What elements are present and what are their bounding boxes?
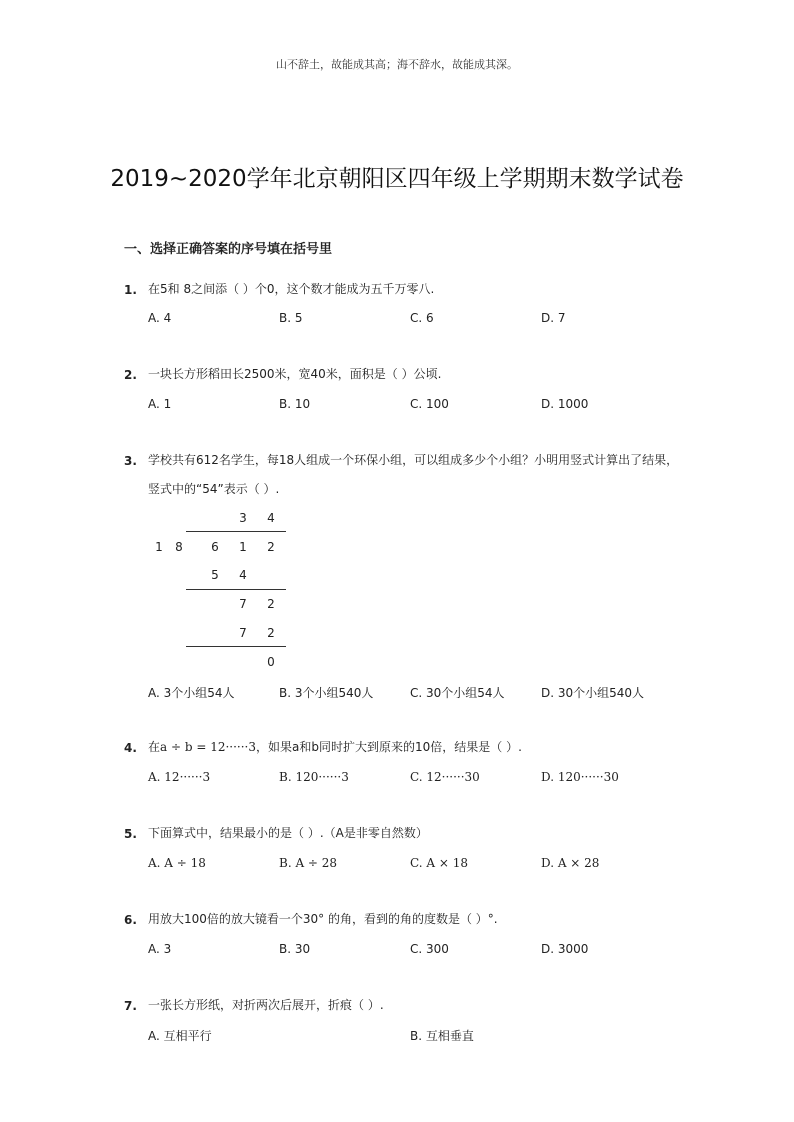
- page-motto: 山不辞土，故能成其高；海不辞水，故能成其深。: [276, 58, 518, 71]
- stem-text: ，如果a和b同时扩大到原来的10倍，结果是（ ）.: [256, 740, 522, 754]
- option-d[interactable]: D. 120······30: [541, 770, 619, 784]
- option-a[interactable]: A. 4: [148, 311, 172, 325]
- question-stem: [148, 733, 688, 762]
- subtraction-line: [186, 646, 286, 647]
- option-b[interactable]: B. A ÷ 28: [279, 856, 338, 870]
- divisor-digit: 8: [175, 540, 183, 554]
- question-stem: 学校共有612名学生，每18人组成一个环保小组，可以组成多少个小组？小明用竖式计算出了结果，竖式中的“54”表示（ ）.: [148, 453, 679, 496]
- step-digit: 2: [267, 626, 275, 640]
- question-number: 1.: [124, 283, 137, 297]
- question-stem: 下面算式中，结果最小的是（ ）.（A是非零自然数）: [148, 826, 428, 840]
- option-a[interactable]: A. A ÷ 18: [148, 856, 206, 870]
- remainder-digit: 0: [267, 655, 275, 669]
- question-stem: 用放大100倍的放大镜看一个30° 的角，看到的角的度数是（ ）°.: [148, 912, 498, 926]
- option-c[interactable]: C. 300: [410, 942, 449, 956]
- option-b[interactable]: B. 3个小组540人: [279, 686, 374, 700]
- dividend-digit: 1: [239, 540, 247, 554]
- option-d[interactable]: D. 7: [541, 311, 566, 325]
- quotient-digit: 3: [239, 511, 247, 525]
- option-b[interactable]: B. 互相垂直: [410, 1029, 474, 1043]
- dividend-digit: 2: [267, 540, 275, 554]
- option-b[interactable]: B. 30: [279, 942, 311, 956]
- option-d[interactable]: D. 1000: [541, 397, 589, 411]
- option-b[interactable]: B. 120······3: [279, 770, 349, 784]
- question-number: 7.: [124, 999, 137, 1013]
- step-digit: 2: [267, 597, 275, 611]
- step-digit: 4: [239, 568, 247, 582]
- option-d[interactable]: D. A × 28: [541, 856, 600, 870]
- option-c[interactable]: C. 12······30: [410, 770, 480, 784]
- option-a[interactable]: A. 3个小组54人: [148, 686, 235, 700]
- question-number: 2.: [124, 368, 137, 382]
- option-a[interactable]: A. 3: [148, 942, 172, 956]
- option-a[interactable]: A. 互相平行: [148, 1029, 212, 1043]
- page-title: 2019~2020学年北京朝阳区四年级上学期期末数学试卷: [110, 166, 684, 192]
- question-number: 6.: [124, 913, 137, 927]
- option-c[interactable]: C. A × 18: [410, 856, 469, 870]
- option-c[interactable]: C. 6: [410, 311, 434, 325]
- long-division: [148, 503, 288, 678]
- option-b[interactable]: B. 10: [279, 397, 311, 411]
- question-number: 4.: [124, 741, 137, 755]
- option-d[interactable]: D. 3000: [541, 942, 589, 956]
- dividend-digit: 6: [211, 540, 219, 554]
- option-a[interactable]: A. 1: [148, 397, 172, 411]
- subtraction-line: [186, 589, 286, 590]
- step-digit: 7: [239, 626, 247, 640]
- question-stem: 一张长方形纸，对折两次后展开，折痕（ ）.: [148, 998, 384, 1012]
- division-bar: [186, 531, 286, 532]
- option-c[interactable]: C. 30个小组54人: [410, 686, 505, 700]
- section-heading: 一、选择正确答案的序号填在括号里: [124, 242, 333, 257]
- step-digit: 5: [211, 568, 219, 582]
- question-stem: 在5和 8之间添（ ）个0，这个数才能成为五千万零八.: [148, 282, 435, 296]
- question-number: 3.: [124, 454, 137, 468]
- option-c[interactable]: C. 100: [410, 397, 449, 411]
- option-a[interactable]: A. 12······3: [148, 770, 211, 784]
- question-stem: 一块长方形稻田长2500米，宽40米，面积是（ ）公顷.: [148, 367, 442, 381]
- option-d[interactable]: D. 30个小组540人: [541, 686, 645, 700]
- divisor-digit: 1: [155, 540, 163, 554]
- stem-text: 在: [148, 740, 161, 754]
- math-expression: a ÷ b = 12······3: [160, 740, 257, 754]
- question-number: 5.: [124, 827, 137, 841]
- step-digit: 7: [239, 597, 247, 611]
- quotient-digit: 4: [267, 511, 275, 525]
- option-b[interactable]: B. 5: [279, 311, 303, 325]
